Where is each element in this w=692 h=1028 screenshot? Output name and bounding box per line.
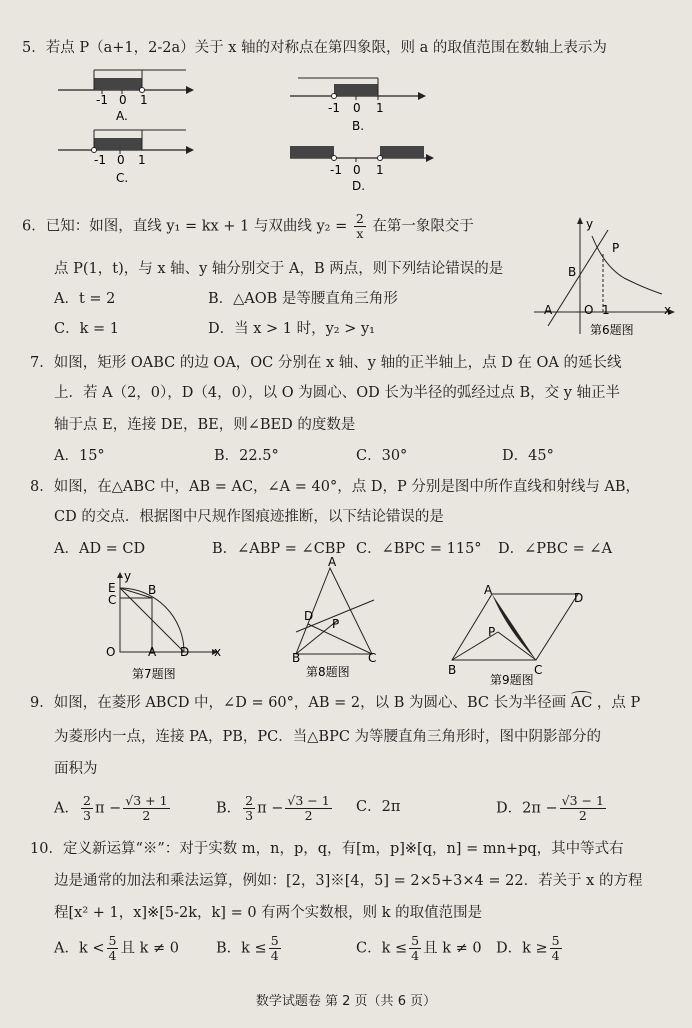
fig7-label-d: D — [180, 645, 190, 659]
q9-optA-frac2 — [123, 794, 169, 823]
q7-option-c: C．30° — [356, 448, 408, 464]
q9-optB-pre: B． — [216, 800, 242, 817]
q7-option-a: A．15° — [54, 448, 105, 464]
q6-option-b: B．△AOB 是等腰直角三角形 — [208, 291, 398, 307]
q8-option-c: C．∠BPC = 115° — [356, 541, 482, 557]
q6-line1c: 在第一象限交于 — [372, 218, 474, 235]
q6-figure — [528, 214, 678, 344]
option-b-label: B. — [352, 119, 365, 133]
fig7-label-b: B — [148, 583, 157, 597]
fig8-label-b: B — [292, 651, 301, 665]
tick-0: 0 — [119, 93, 127, 107]
q6-line1 — [22, 212, 474, 241]
tick-neg1: -1 — [96, 93, 108, 107]
tick-0: 0 — [353, 101, 361, 115]
q6-line2: 点 P(1，t)，与 x 轴、y 轴分别交于 A，B 两点，则下列结论错误的是 — [54, 261, 504, 277]
fig7-label-c: C — [108, 593, 117, 607]
fig9 — [446, 584, 626, 686]
q9-line1 — [30, 694, 640, 712]
q5-numberline-c — [58, 126, 198, 186]
q9-option-b — [216, 794, 334, 823]
q7-option-d: D．45° — [502, 448, 554, 464]
option-a-label: A. — [116, 109, 128, 123]
q9-optA-f2d: 2 — [142, 808, 151, 823]
q10-optB-n: 5 — [270, 933, 279, 948]
q6-frac-num: 2 — [355, 211, 364, 226]
q9-optA-pre: A． — [54, 800, 79, 817]
q6-option-c: C．k = 1 — [54, 321, 119, 337]
q9-optB-frac1 — [243, 794, 255, 823]
q9-line2: 为菱形内一点，连接 PA，PB，PC．当△BPC 为等腰直角三角形时，图中阴影部分的 — [54, 729, 602, 745]
fig7-label-x: x — [214, 645, 222, 659]
q10-optA-frac — [107, 934, 119, 963]
q9-option-d — [496, 794, 608, 823]
q7-line2: 上．若 A（2，0），D（4，0），以 O 为圆心、OD 长为半径的弧经过点 B，交 y 轴正半 — [54, 385, 621, 401]
q10-optA-post: 且 k ≠ 0 — [120, 940, 179, 957]
tick-neg1: -1 — [328, 101, 340, 115]
tick-1: 1 — [376, 163, 384, 177]
q6-label-a: A — [544, 303, 553, 317]
q10-optC-d: 4 — [411, 948, 420, 963]
tick-neg1: -1 — [94, 153, 106, 167]
q10-line2: 边是通常的加法和乘法运算，例如：[2，3]※[4，5] = 2×5+3×4 = 22．若关于 x 的方程 — [54, 873, 643, 889]
tick-1: 1 — [376, 101, 384, 115]
q6-label-1: 1 — [602, 303, 610, 317]
q9-optB-mid: π − — [257, 800, 284, 817]
q6-label-y: y — [586, 217, 594, 231]
q9-optD-f2n: √3 − 1 — [561, 793, 604, 808]
q10-option-a — [54, 934, 179, 963]
tick-0: 0 — [117, 153, 125, 167]
q9-line1b: ，点 P — [596, 695, 641, 711]
q5-numberline-b — [290, 76, 430, 136]
q10-optB-pre: B．k ≤ — [216, 940, 267, 957]
q8-option-d: D．∠PBC = ∠A — [498, 541, 613, 557]
fig9-caption: 第9题图 — [490, 673, 534, 687]
fig7-label-e: E — [108, 581, 116, 595]
q5-stem: 5．若点 P（a+1，2-2a）关于 x 轴的对称点在第四象限，则 a 的取值范围在数轴上表示为 — [22, 40, 607, 56]
q6-option-a: A．t = 2 — [54, 291, 116, 307]
q6-label-p: P — [612, 241, 620, 255]
q7-line1: 7．如图，矩形 OABC 的边 OA，OC 分别在 x 轴、y 轴的正半轴上，点 D 在 OA 的延长线 — [30, 355, 622, 371]
q10-optA-n: 5 — [108, 933, 117, 948]
option-c-label: C. — [116, 171, 129, 185]
fig8 — [288, 555, 388, 686]
q6-fraction — [354, 212, 366, 241]
q9-line3: 面积为 — [54, 761, 98, 777]
tick-1: 1 — [138, 153, 146, 167]
q10-optB-frac — [269, 934, 281, 963]
q9-optA-f2n: √3 + 1 — [125, 793, 168, 808]
q9-optA-frac1 — [81, 794, 93, 823]
q5-numberline-d — [290, 140, 440, 198]
fig8-caption: 第8题图 — [306, 665, 350, 679]
q10-optD-d: 4 — [551, 948, 560, 963]
q9-option-c: C．2π — [356, 799, 401, 815]
q8-line1: 8．如图，在△ABC 中，AB = AC，∠A = 40°，点 D，P 分别是图中所作直线和射线与 AB， — [30, 479, 641, 495]
q6-frac-den: x — [356, 226, 364, 241]
q9-optA-f1n: 2 — [82, 793, 91, 808]
q6-label-o: O — [584, 303, 594, 317]
q10-optC-n: 5 — [411, 933, 420, 948]
q7-option-b: B．22.5° — [214, 448, 279, 464]
fig9-label-a: A — [484, 583, 493, 597]
q6-label-b: B — [568, 265, 577, 279]
tick-neg1: -1 — [330, 163, 342, 177]
q6-line1b: y₁ = kx + 1 与双曲线 y₂ = — [166, 218, 348, 235]
q10-option-d — [496, 934, 564, 963]
page-footer: 数学试题卷 第 2 页（共 6 页） — [255, 994, 437, 1009]
q9-optD-f2d: 2 — [578, 808, 587, 823]
fig8-label-d: D — [304, 609, 314, 623]
fig7-label-a: A — [148, 645, 157, 659]
q7-line3: 轴于点 E，连接 DE，BE，则∠BED 的度数是 — [54, 417, 356, 433]
q10-option-b — [216, 934, 283, 963]
fig7 — [104, 569, 224, 684]
q10-optD-frac — [550, 934, 562, 963]
q9-line1a: 9．如图，在菱形 ABCD 中，∠D = 60°，AB = 2，以 B 为圆心、BC 长为半径画 — [30, 695, 567, 711]
q10-optD-n: 5 — [551, 933, 560, 948]
q10-optD-pre: D．k ≥ — [496, 940, 548, 957]
fig8-label-a: A — [328, 555, 337, 569]
q9-optD-pre: D．2π − — [496, 800, 558, 817]
q8-option-b: B．∠ABP = ∠CBP — [212, 541, 346, 557]
q9-optD-frac2 — [560, 794, 606, 823]
fig9-label-c: C — [534, 663, 543, 677]
fig9-label-d: D — [574, 591, 584, 605]
fig8-label-p: P — [332, 617, 340, 631]
q10-optC-post: 且 k ≠ 0 — [423, 940, 482, 957]
tick-1: 1 — [140, 93, 148, 107]
q9-arc-ac: AC — [570, 695, 593, 711]
q10-optA-pre: A．k < — [54, 940, 105, 957]
q8-option-a: A．AD = CD — [54, 541, 146, 557]
q9-optB-frac2 — [285, 794, 331, 823]
q6-label-x: x — [664, 303, 672, 317]
fig9-label-p: P — [488, 625, 496, 639]
q10-line1: 10．定义新运算“※”：对于实数 m，n，p，q，有[m，p]※[q，n] = mn+pq，其中等式右 — [30, 841, 624, 857]
q10-optC-frac — [409, 934, 421, 963]
tick-0: 0 — [353, 163, 361, 177]
q9-optA-mid: π − — [94, 800, 122, 817]
fig7-label-y: y — [124, 569, 132, 583]
q5-numberline-a — [58, 64, 198, 124]
fig7-label-o: O — [106, 645, 116, 659]
q10-option-c — [356, 934, 482, 963]
q6-caption: 第6题图 — [590, 323, 634, 337]
q9-optA-f1d: 3 — [82, 808, 91, 823]
option-d-label: D. — [352, 179, 366, 193]
q6-option-d: D．当 x > 1 时，y₂ > y₁ — [208, 321, 375, 337]
q6-line1a: 6．已知：如图，直线 — [22, 218, 162, 235]
q9-optB-f2d: 2 — [304, 808, 313, 823]
q9-option-a — [54, 794, 172, 823]
q10-optC-pre: C．k ≤ — [356, 940, 408, 957]
q9-optB-f1d: 3 — [245, 808, 254, 823]
q8-line2: CD 的交点．根据图中尺规作图痕迹推断，以下结论错误的是 — [54, 509, 444, 525]
q9-optB-f2n: √3 − 1 — [287, 793, 330, 808]
q10-optB-d: 4 — [270, 948, 279, 963]
fig7-caption: 第7题图 — [132, 667, 176, 681]
fig8-label-c: C — [368, 651, 377, 665]
fig9-label-b: B — [448, 663, 457, 677]
q10-line3: 程[x² + 1，x]※[5-2k，k] = 0 有两个实数根，则 k 的取值范围是 — [54, 905, 483, 921]
q9-optB-f1n: 2 — [245, 793, 254, 808]
q10-optA-d: 4 — [108, 948, 117, 963]
